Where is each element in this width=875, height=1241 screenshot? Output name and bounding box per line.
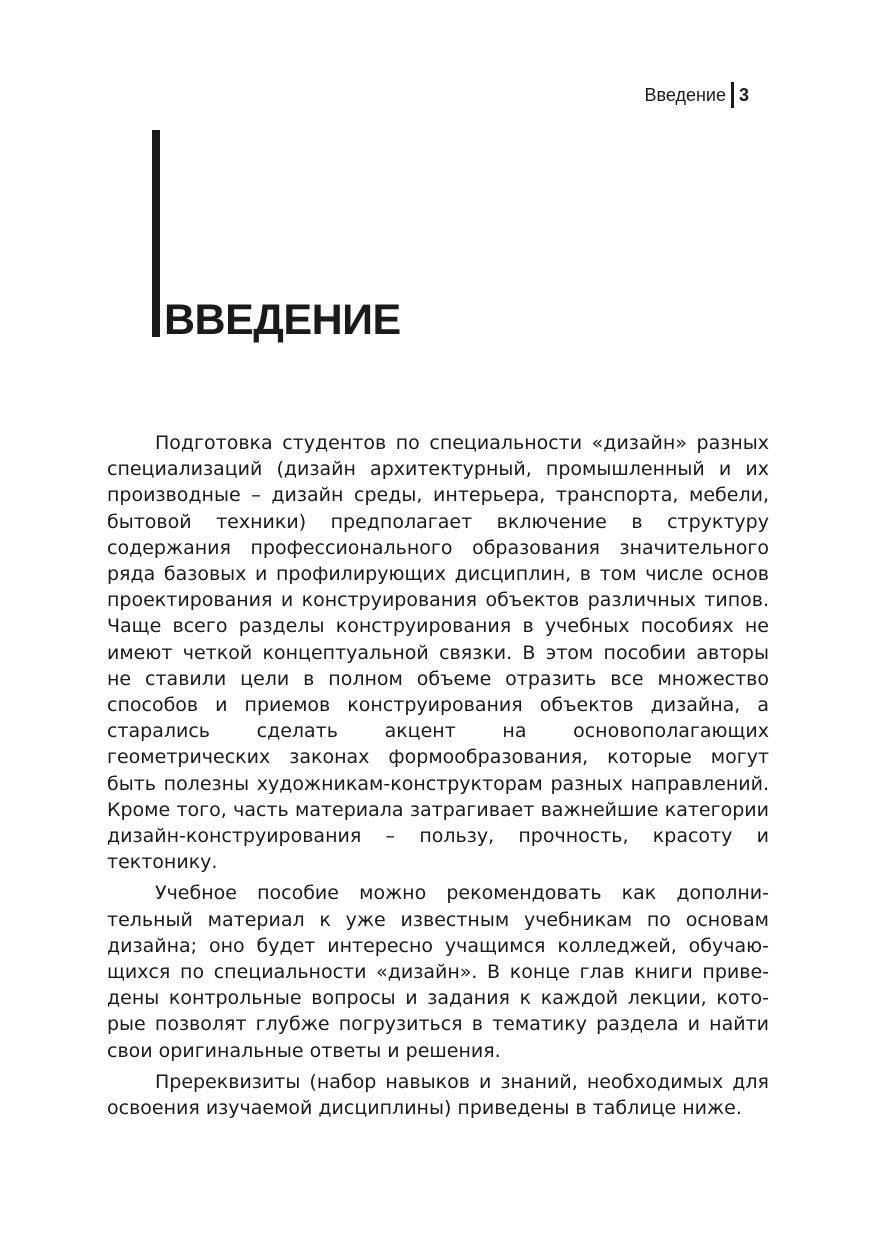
running-title: Введение [644, 84, 726, 105]
paragraph-2: Учебное пособие можно рекомендовать как дополнительный материал к уже известным учебникам по основам дизайна; оно будет интересно учащимся колледжей, обучающихся по специальности «дизайн». В конце глав книги приведены контрольные вопросы и задания к каждой лекции, которые позволят глубже погрузиться в тематику раздела и найти свои оригинальные ответы и решения. [107, 882, 769, 1062]
paragraph-1: Подготовка студентов по специальности «дизайн» разных специализаций (дизайн архитектурный, промышленный и их производные – дизайн среды, интерьера, транспорта, мебели, бытовой техники) предполагает включение в структуру содержания профессионального образования значительного ряда базовых и профилирующих дисциплин, в том числе основ проектирования и конструирования объектов различных типов. Чаще всего разделы конструирования в учебных пособиях не имеют четкой концептуальной связки. В этом пособии авторы не ставили цели в полном объеме отразить все множество способов и приемов конструирования объектов дизайна, а старались сделать акцент на основополагающих геометрических законах формообразования, которые могут быть полезны художникам-конструкторам разных направлений. Кроме того, часть материала затрагивает важнейшие категории дизайн-конструирования – пользу, прочность, красоту и тектонику. [107, 432, 769, 874]
chapter-title-bar [152, 130, 160, 337]
body-text [107, 430, 769, 1126]
running-head [644, 82, 749, 108]
chapter-title: ВВЕДЕНИЕ [164, 296, 401, 344]
paragraph-3: Пререквизиты (набор навыков и знаний, необходимых для освоения изучаемой дисциплины) приведены в таблице ниже. [107, 1070, 769, 1120]
page-number: 3 [738, 84, 749, 105]
